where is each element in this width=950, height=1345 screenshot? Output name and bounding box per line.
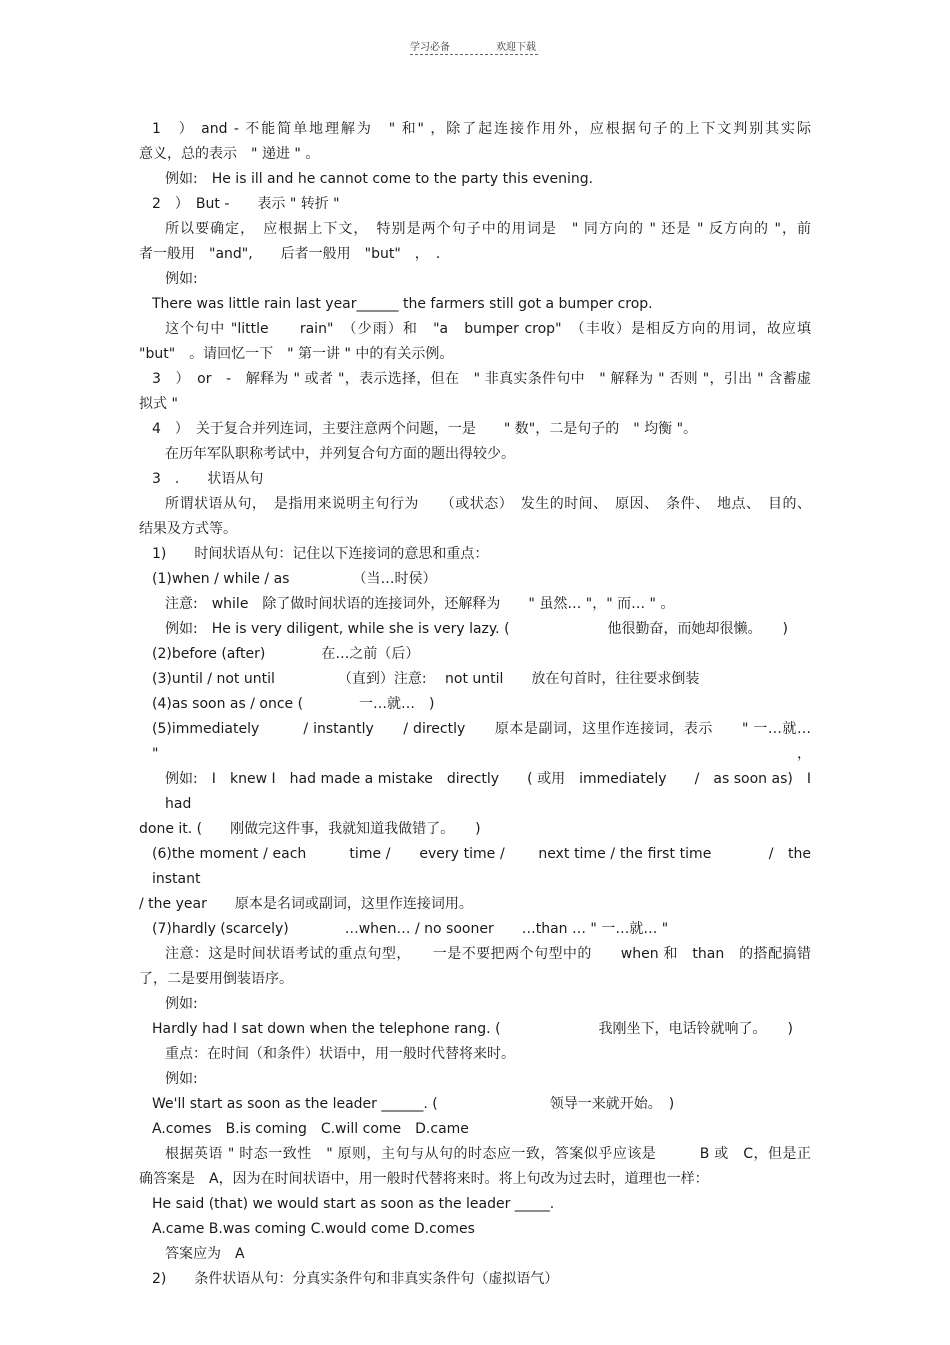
text-line: 3 ） or - 解释为 " 或者 "，表示选择，但在 " 非真实条件句中 " 解释为 " 否则 "，引出 " 含蓄虚: [152, 371, 811, 387]
text-line: (2)before (after) 在…之前（后）: [152, 646, 420, 662]
text-line: (3)until / not until （直到）注意: not until 放在句首时，往往要求倒装: [152, 671, 700, 687]
header-right-text: 欢迎下载: [496, 42, 536, 53]
text-line: (1)when / while / as （当…时侯）: [152, 571, 437, 587]
header-divider: [410, 54, 538, 55]
text-line: 例如:: [165, 1071, 198, 1087]
text-line: 所谓状语从句， 是指用来说明主句行为 （或状态） 发生的时间、 原因、 条件、 地点、 目的、: [165, 496, 811, 512]
text-line: 2) 条件状语从句：分真实条件句和非真实条件句（虚拟语气）: [152, 1271, 559, 1287]
document-body: [139, 117, 825, 1292]
text-line: 根据英语 " 时态一致性 " 原则，主句与从句的时态应一致，答案似乎应该是 B 或 C，但是正: [165, 1146, 811, 1162]
text-line: / the year 原本是名词或副词，这里作连接词用。: [139, 896, 473, 912]
text-line: (6)the moment / each time / every time / next time / the first time / the instant: [152, 846, 825, 887]
text-line: 结果及方式等。: [139, 521, 237, 537]
text-line: 4 ） 关于复合并列连词，主要注意两个问题，一是 " 数"，二是句子的 " 均衡 "。: [152, 421, 698, 437]
text-line: "but" 。请回忆一下 " 第一讲 " 中的有关示例。: [139, 346, 454, 362]
text-line: 者一般用 "and", 后者一般用 "but" ， .: [139, 246, 441, 262]
text-line: 拟式 ": [139, 396, 178, 412]
text-line: 注意：这是时间状语考试的重点句型， 一是不要把两个句型中的 when 和 than 的搭配搞错: [165, 946, 811, 962]
text-line: A.comes B.is coming C.will come D.came: [152, 1121, 469, 1137]
text-line: 1) 时间状语从句：记住以下连接词的意思和重点：: [152, 546, 489, 562]
text-line: 1 ） and - 不能简单地理解为 " 和" ，除了起连接作用外，应根据句子的上下文判别其实际: [152, 121, 811, 137]
text-line: (7)hardly (scarcely) …when… / no sooner …than … " 一…就… ": [152, 921, 669, 937]
text-line: 在历年军队职称考试中，并列复合句方面的题出得较少。: [165, 446, 515, 462]
text-line: 注意: while 除了做时间状语的连接词外，还解释为 " 虽然… "，" 而… " 。: [165, 596, 675, 612]
text-line: 答案应为 A: [165, 1246, 245, 1262]
text-line: 例如:: [165, 996, 198, 1012]
text-line: 例如: He is ill and he cannot come to the party this evening.: [165, 171, 594, 187]
section-heading: 3 . 状语从句: [152, 471, 264, 487]
text-line: done it. ( 刚做完这件事，我就知道我做错了。 ): [139, 821, 481, 837]
text-line: 这个句中 "little rain" （少雨）和 "a bumper crop" （丰收）是相反方向的用词，故应填: [165, 321, 811, 337]
text-line: 例如: I knew I had made a mistake directly ( 或用 immediately / as soon as) I had: [165, 771, 825, 812]
text-line: He said (that) we would start as soon as the leader _____.: [152, 1196, 555, 1212]
text-line: We'll start as soon as the leader ______. ( 领导一来就开始。 ): [152, 1096, 675, 1112]
text-line: A.came B.was coming C.would come D.comes: [152, 1221, 475, 1237]
text-line: 例如: He is very diligent, while she is very lazy. ( 他很勤奋，而她却很懒。 ): [165, 621, 788, 637]
text-line: 重点：在时间（和条件）状语中，用一般时代替将来时。: [165, 1046, 515, 1062]
text-line: (4)as soon as / once ( 一…就… ): [152, 696, 435, 712]
text-line: 所以要确定， 应根据上下文， 特别是两个句子中的用词是 " 同方向的 " 还是 " 反方向的 "，前: [165, 221, 811, 237]
header-left-text: 学习必备: [410, 42, 450, 53]
text-line: 了，二是要用倒装语序。: [139, 971, 293, 987]
text-line: 2 ） But - 表示 " 转折 ": [152, 196, 340, 212]
text-line: There was little rain last year______ the farmers still got a bumper crop.: [152, 296, 653, 312]
text-line: 确答案是 A，因为在时间状语中，用一般时代替将来时。将上句改为过去时，道理也一样：: [139, 1171, 709, 1187]
text-line: Hardly had I sat down when the telephone rang. ( 我刚坐下，电话铃就响了。 ): [152, 1021, 794, 1037]
text-line: (5)immediately / instantly / directly 原本是副词，这里作连接词，表示 " 一…就… "，: [152, 721, 811, 762]
text-line: 意义，总的表示 " 递进 " 。: [139, 146, 320, 162]
text-line: 例如:: [165, 271, 198, 287]
